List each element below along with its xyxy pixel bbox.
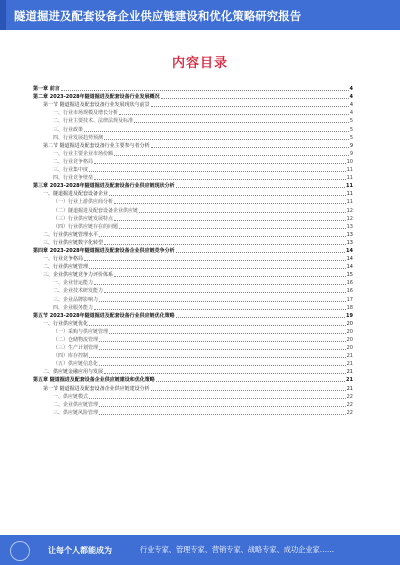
toc-entry-page: 21	[346, 377, 353, 384]
footer-circle-icon	[10, 541, 30, 561]
toc-entry-label: （四）行业供应链存在的问题	[53, 223, 119, 230]
toc-entry-page: 21	[346, 361, 353, 368]
toc-leader-dots	[99, 414, 346, 415]
toc-entry-label: 第五节 2023-2028年隧道掘进及配套设备行业供应链优化策略	[33, 312, 175, 319]
toc-leader-dots	[151, 106, 349, 107]
toc-entry-label: 一、行业市场规模及增长分析	[53, 110, 119, 117]
toc-entry-label: （二）隧道掘进及配套设备企业供应链	[53, 207, 139, 214]
toc-entry[interactable]	[33, 270, 353, 278]
toc-entry[interactable]	[33, 343, 353, 351]
toc-entry-label: 三、行业供应链数字化转型	[43, 239, 104, 246]
toc-entry-page: 9	[349, 142, 353, 149]
toc-entry-page: 18	[346, 304, 353, 311]
toc-entry-label: 二、企业供应链管理	[53, 401, 99, 408]
toc-entry[interactable]	[33, 205, 353, 213]
toc-entry[interactable]	[33, 319, 353, 327]
table-of-contents	[33, 84, 353, 416]
toc-entry-page: 14	[346, 264, 353, 271]
toc-leader-dots	[89, 325, 346, 326]
toc-entry-label: 二、行业主要技术、法律法规及标准	[53, 118, 134, 125]
toc-entry-page: 20	[346, 345, 353, 352]
toc-entry[interactable]	[33, 230, 353, 238]
toc-entry-page: 11	[346, 183, 353, 190]
toc-entry-page: 11	[346, 199, 353, 206]
toc-entry[interactable]	[33, 100, 353, 108]
toc-entry[interactable]	[33, 173, 353, 181]
toc-leader-dots	[151, 147, 349, 148]
toc-leader-dots	[176, 317, 345, 318]
toc-leader-dots	[84, 260, 346, 261]
toc-entry-page: 13	[346, 223, 353, 230]
toc-leader-dots	[99, 349, 346, 350]
toc-entry-page: 17	[346, 296, 353, 303]
toc-entry-page: 10	[346, 158, 353, 165]
toc-entry-page: 4	[349, 86, 353, 93]
toc-entry-label: 第一章 前言	[33, 86, 60, 93]
toc-leader-dots	[134, 122, 349, 123]
toc-entry-label: （四）库存控制	[53, 353, 89, 360]
toc-leader-dots	[156, 381, 345, 382]
toc-entry-page: 11	[346, 175, 353, 182]
toc-leader-dots	[139, 212, 346, 213]
toc-entry-page: 21	[346, 369, 353, 376]
toc-entry[interactable]	[33, 359, 353, 367]
toc-entry-label: （三）生产计划管理	[53, 345, 99, 352]
toc-entry[interactable]	[33, 262, 353, 270]
toc-leader-dots	[119, 114, 349, 115]
toc-leader-dots	[114, 276, 346, 277]
toc-entry-page: 15	[346, 272, 353, 279]
toc-entry-page: 14	[346, 256, 353, 263]
toc-leader-dots	[94, 284, 346, 285]
toc-entry[interactable]	[33, 327, 353, 335]
toc-entry-label: 二、行业供应链管理	[43, 264, 89, 271]
toc-entry-page: 4	[349, 102, 353, 109]
toc-entry[interactable]	[33, 408, 353, 416]
toc-entry-label: 第一节 隧道掘进及配套设备行业发展现状与前景	[43, 102, 150, 109]
toc-entry[interactable]	[33, 189, 353, 197]
toc-entry-label: 三、行业政策	[53, 126, 84, 133]
toc-entry-page: 22	[346, 401, 353, 408]
toc-entry-label: 一、行业竞争格局	[43, 256, 84, 263]
toc-entry-label: 四、企业服务能力	[53, 304, 94, 311]
toc-entry[interactable]	[33, 303, 353, 311]
toc-entry[interactable]	[33, 335, 353, 343]
footer-slogan: 让每个人都能成为	[48, 546, 112, 555]
toc-leader-dots	[109, 333, 346, 334]
toc-leader-dots	[89, 171, 346, 172]
toc-leader-dots	[89, 357, 346, 358]
toc-entry[interactable]	[33, 392, 353, 400]
toc-entry[interactable]	[33, 294, 353, 302]
toc-entry-label: （五）供应链信息化	[53, 361, 99, 368]
toc-entry-label: （一）采购与供应链管理	[53, 328, 109, 335]
toc-entry[interactable]	[33, 133, 353, 141]
toc-entry-label: 第三章 2023-2028年隧道掘进及配套设备行业供应链现状分析	[33, 183, 175, 190]
toc-leader-dots	[99, 406, 346, 407]
toc-entry-label: 第二节 隧道掘进及配套设备行业主要参与者分析	[43, 142, 150, 149]
toc-leader-dots	[104, 139, 349, 140]
toc-leader-dots	[151, 390, 346, 391]
toc-leader-dots	[84, 131, 349, 132]
toc-leader-dots	[94, 179, 346, 180]
toc-entry-page: 13	[346, 239, 353, 246]
toc-entry[interactable]	[33, 165, 353, 173]
toc-entry[interactable]	[33, 375, 353, 383]
toc-entry-label: 二、行业竞争格局	[53, 158, 94, 165]
toc-entry-page: 21	[346, 385, 353, 392]
toc-entry-label: 一、企业营运能力	[53, 280, 94, 287]
toc-entry-page: 11	[346, 191, 353, 198]
toc-leader-dots	[94, 309, 346, 310]
toc-leader-dots	[119, 228, 346, 229]
toc-entry[interactable]	[33, 149, 353, 157]
toc-entry-page: 4	[349, 94, 353, 101]
toc-entry-label: 三、供应链风险管理	[53, 409, 99, 416]
toc-entry[interactable]	[33, 222, 353, 230]
toc-entry-page: 13	[346, 231, 353, 238]
toc-entry-label: 第一节 隧道掘进及配套设备企业供应链建设分析	[43, 385, 150, 392]
toc-entry[interactable]	[33, 197, 353, 205]
toc-entry[interactable]	[33, 400, 353, 408]
toc-entry-label: 二、行业供应链管理水平	[43, 231, 99, 238]
toc-entry-page: 12	[346, 215, 353, 222]
toc-entry-label: （二）仓储物流管理	[53, 337, 99, 343]
toc-entry-label: 三、行业集中度	[53, 167, 89, 174]
toc-entry[interactable]	[33, 311, 353, 319]
toc-entry[interactable]	[33, 214, 353, 222]
toc-entry[interactable]	[33, 383, 353, 391]
report-title: 隧道掘进及配套设备企业供应链建设和优化策略研究报告	[14, 9, 302, 23]
toc-entry-page: 9	[349, 150, 353, 157]
footer-bar	[0, 535, 400, 565]
toc-entry[interactable]	[33, 367, 353, 375]
toc-leader-dots	[176, 252, 345, 253]
toc-entry-page: 11	[346, 167, 353, 174]
toc-entry-label: 四、行业竞争壁垒	[53, 175, 94, 182]
toc-leader-dots	[94, 163, 346, 164]
toc-entry-label: 第二章 2023-2028年隧道掘进及配套设备行业发展概况	[33, 94, 160, 101]
toc-entry[interactable]	[33, 124, 353, 132]
toc-entry-page: 16	[346, 280, 353, 287]
toc-entry-page: 4	[349, 110, 353, 117]
toc-leader-dots	[99, 236, 346, 237]
toc-entry-label: 二、企业技术研发能力	[53, 288, 104, 295]
toc-entry[interactable]	[33, 157, 353, 165]
header-bar	[0, 0, 400, 30]
toc-entry-page: 5	[349, 118, 353, 125]
toc-entry-label: 第五章 隧道掘进及配套设备企业供应链建设和优化策略	[33, 377, 155, 384]
toc-entry[interactable]	[33, 84, 353, 92]
toc-entry[interactable]	[33, 116, 353, 124]
toc-entry-page: 20	[346, 328, 353, 335]
toc-leader-dots	[99, 301, 346, 302]
toc-entry[interactable]	[33, 141, 353, 149]
toc-leader-dots	[109, 195, 346, 196]
toc-entry-label: 一、供应链模式	[53, 393, 89, 400]
footer-roles: 行业专家、管理专家、营销专家、战略专家、成功企业家……	[140, 545, 335, 554]
toc-entry-label: 三、企业供应链竞争力评价体系	[43, 272, 114, 279]
toc-leader-dots	[99, 365, 346, 366]
toc-entry-label: 第四章 2023-2028年隧道掘进及配套设备企业供应链竞争分析	[33, 247, 175, 254]
toc-entry-page: 22	[346, 393, 353, 400]
toc-entry-label: 一、行业供应链优化	[43, 320, 89, 327]
toc-leader-dots	[114, 220, 346, 221]
toc-leader-dots	[176, 187, 345, 188]
toc-entry-page: 22	[346, 409, 353, 416]
toc-entry-page: 20	[346, 320, 353, 327]
toc-entry-page: 12	[346, 207, 353, 214]
toc-entry-page: 14	[346, 247, 353, 254]
toc-entry-label: 一、隧道掘进及配套设备企业	[43, 191, 109, 198]
toc-leader-dots	[89, 268, 346, 269]
toc-entry[interactable]	[33, 278, 353, 286]
toc-entry[interactable]	[33, 181, 353, 189]
toc-entry-page: 16	[346, 288, 353, 295]
toc-entry-label: 一、行业主要企业市场份额	[53, 150, 114, 157]
toc-entry-page: 19	[346, 312, 353, 319]
toc-entry-page: 20	[346, 337, 353, 343]
toc-entry[interactable]	[33, 92, 353, 100]
toc-leader-dots	[61, 90, 349, 91]
toc-heading: 内容目录	[171, 56, 228, 71]
toc-entry-label: （三）行业供应链发展特点	[53, 215, 114, 222]
toc-leader-dots	[104, 373, 346, 374]
toc-leader-dots	[114, 203, 346, 204]
toc-entry-page: 5	[349, 134, 353, 141]
toc-entry-label: 三、企业品牌影响力	[53, 296, 99, 303]
toc-entry[interactable]	[33, 286, 353, 294]
toc-entry[interactable]	[33, 246, 353, 254]
toc-entry[interactable]	[33, 238, 353, 246]
toc-entry-label: （一）行业上游供应商分析	[53, 199, 114, 206]
toc-leader-dots	[104, 292, 346, 293]
toc-entry[interactable]	[33, 108, 353, 116]
toc-leader-dots	[104, 244, 346, 245]
toc-entry[interactable]	[33, 351, 353, 359]
toc-entry-label: 四、行业发展趋势预测	[53, 134, 104, 141]
toc-entry-label: 二、供应链金融应用与发展	[43, 369, 104, 376]
toc-entry-page: 21	[346, 353, 353, 360]
toc-leader-dots	[161, 98, 349, 99]
toc-leader-dots	[114, 155, 349, 156]
toc-entry[interactable]	[33, 254, 353, 262]
toc-entry-page: 5	[349, 126, 353, 133]
toc-leader-dots	[99, 341, 346, 342]
header-accent	[0, 0, 6, 30]
toc-leader-dots	[89, 398, 346, 399]
